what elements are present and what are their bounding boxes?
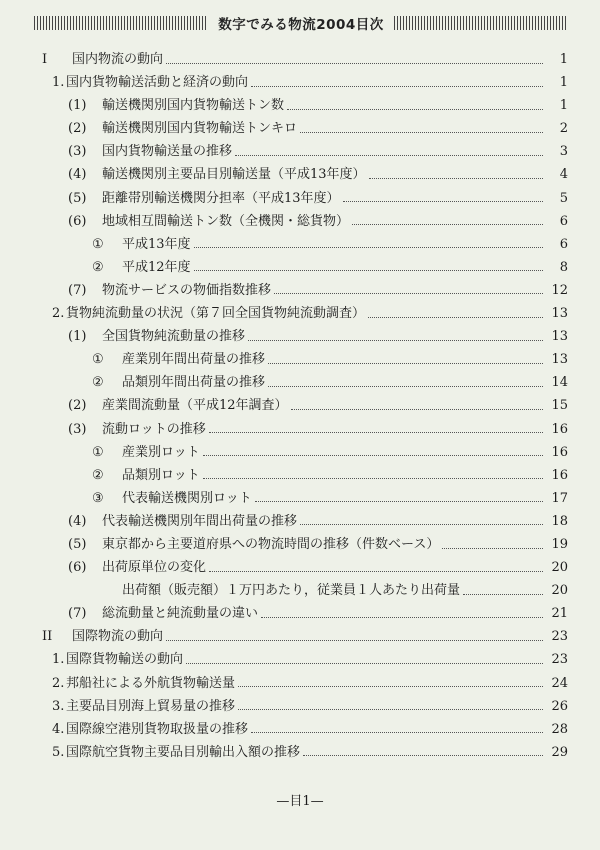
dot-leader [203, 477, 543, 479]
toc-entry-number: (7) [68, 606, 87, 622]
toc-entry-number: (5) [68, 536, 87, 552]
toc-header [34, 12, 568, 34]
toc-entry-number: (3) [68, 144, 87, 160]
dot-leader [251, 731, 543, 733]
toc-entry-number: (4) [68, 513, 87, 529]
toc-entry-title: 物流サービスの物価指数推移 [102, 282, 272, 298]
toc-entry-number: II [42, 629, 53, 645]
toc-entry-title: 全国貨物純流動量の推移 [102, 329, 246, 345]
toc-entry [34, 625, 568, 648]
toc-entry-number: ① [92, 352, 104, 368]
toc-entry-page: 5 [559, 190, 568, 206]
toc-entry-number: 5. [52, 744, 65, 760]
toc-entry-title: 産業別ロット [122, 444, 200, 460]
toc-entry-title: 地域相互間輸送トン数（全機関・総貨物） [102, 213, 350, 229]
dot-leader [442, 547, 543, 549]
toc-entry-number: (1) [68, 329, 87, 345]
toc-entry-page: 16 [551, 444, 568, 460]
toc-entry-number: (5) [68, 190, 87, 206]
toc-entry-page: 19 [551, 536, 568, 552]
toc-entry [34, 48, 568, 71]
toc-entry-title: 国際航空貨物主要品目別輸出入額の推移 [66, 744, 301, 760]
toc-entry-number: (4) [68, 167, 87, 183]
toc-entry-title: 流動ロットの推移 [102, 421, 206, 437]
dot-leader [303, 754, 543, 756]
toc-entry-number: 1. [52, 75, 65, 91]
dot-leader [194, 269, 543, 271]
toc-entry [34, 302, 568, 325]
toc-entry [34, 602, 568, 625]
dot-leader [209, 570, 543, 572]
toc-entry [34, 117, 568, 140]
toc-entry-page: 17 [551, 490, 568, 506]
dot-leader [166, 62, 543, 64]
toc-entry-number: (2) [68, 121, 87, 137]
toc-entry-page: 2 [559, 121, 568, 137]
toc-entry [34, 510, 568, 533]
toc-entry-page: 4 [559, 167, 568, 183]
toc-entry-title: 代表輸送機関別ロット [122, 490, 252, 506]
toc-entry-number: 3. [52, 698, 65, 714]
toc-entry-title: 産業間流動量（平成12年調査） [102, 398, 288, 414]
toc-entry-number: 2. [52, 306, 65, 322]
toc-entry-title: 邦船社による外航貨物輸送量 [66, 675, 236, 691]
dot-leader [255, 500, 543, 502]
toc-entry-page: 1 [559, 52, 568, 67]
toc-entry-page: 13 [551, 352, 568, 368]
dot-leader [261, 616, 543, 618]
toc-entry-number: (3) [68, 421, 87, 437]
dot-leader [300, 523, 543, 525]
dot-leader [368, 316, 543, 318]
dot-leader [463, 593, 543, 595]
toc-entry-page: 20 [551, 560, 568, 576]
toc-entry-number: (1) [68, 98, 87, 114]
dot-leader [238, 708, 543, 710]
toc-entry [34, 579, 568, 602]
toc-entry-number: 1. [52, 652, 65, 668]
toc-entry-page: 18 [551, 513, 568, 529]
toc-entry-title: 国際線空港別貨物取扱量の推移 [66, 721, 249, 737]
toc-entry [34, 279, 568, 302]
dot-leader [238, 685, 543, 687]
toc-entry [34, 233, 568, 256]
toc-entry-number: (2) [68, 398, 87, 414]
page-title: 数字でみる物流2004目次 [218, 17, 384, 33]
toc-entry [34, 418, 568, 441]
toc-entry-page: 1 [559, 75, 568, 91]
dot-leader [352, 223, 543, 225]
dot-leader [186, 662, 543, 664]
toc-entry-number: (6) [68, 213, 87, 229]
toc-entry-number: ② [92, 467, 104, 483]
dot-leader [251, 85, 543, 87]
toc-entry-page: 20 [551, 583, 568, 599]
toc-entry [34, 672, 568, 695]
dot-leader [166, 639, 543, 641]
toc-entry-title: 産業別年間出荷量の推移 [122, 352, 266, 368]
toc-entry-page: 23 [551, 652, 568, 668]
toc-entry-page: 6 [559, 236, 568, 252]
toc-entry [34, 695, 568, 718]
dot-leader [268, 362, 543, 364]
toc-entry-title: 東京都から主要道府県への物流時間の推移（件数ベース） [102, 536, 440, 552]
toc-entry-title: 出荷原単位の変化 [102, 560, 207, 576]
toc-entry [34, 648, 568, 671]
toc-entry [34, 94, 568, 117]
toc-entry-title: 国内貨物輸送活動と経済の動向 [66, 75, 249, 91]
toc-entry [34, 718, 568, 741]
toc-entry-number: 4. [52, 721, 65, 737]
toc-entry-page: 26 [551, 698, 568, 714]
toc-entry-number: (6) [68, 560, 87, 576]
toc-entry [34, 256, 568, 279]
page-number: —目1— [276, 794, 324, 809]
toc-entry-number: ① [92, 236, 104, 252]
toc-entry-title: 輸送機関別国内貨物輸送トンキロ [102, 121, 298, 137]
toc-entry [34, 464, 568, 487]
toc-entry-title: 貨物純流動量の状況（第７回全国貨物純流動調査） [66, 306, 366, 322]
toc-entry-page: 1 [559, 98, 568, 114]
toc-entry-page: 28 [551, 721, 568, 737]
toc-entry-page: 8 [559, 259, 568, 275]
toc-entry [34, 741, 568, 764]
toc-entry-number: I [42, 52, 48, 67]
toc-entry-page: 3 [559, 144, 568, 160]
toc-entry-title: 輸送機関別国内貨物輸送トン数 [102, 98, 285, 114]
toc-entry-page: 6 [559, 213, 568, 229]
toc-entry-title: 代表輸送機関別年間出荷量の推移 [102, 513, 298, 529]
toc-entry-page: 15 [551, 398, 568, 414]
toc-entry-page: 24 [551, 675, 568, 691]
toc-entry [34, 210, 568, 233]
toc-entry [34, 163, 568, 186]
toc-entry-number: 2. [52, 675, 65, 691]
toc-entry [34, 487, 568, 510]
toc-entry-page: 16 [551, 421, 568, 437]
toc-entry-title: 主要品目別海上貿易量の推移 [66, 698, 236, 714]
toc-entry-number: (7) [68, 282, 87, 298]
toc-entry-title: 距離帯別輸送機関分担率（平成13年度） [102, 190, 340, 206]
toc-entry [34, 325, 568, 348]
dot-leader [343, 200, 543, 202]
toc-entry [34, 187, 568, 210]
dot-leader [268, 385, 543, 387]
toc-entry [34, 394, 568, 417]
dot-leader [203, 454, 543, 456]
toc-entry [34, 441, 568, 464]
dot-leader [300, 131, 543, 133]
toc-entry-page: 12 [551, 282, 568, 298]
toc-entry-title: 品類別ロット [122, 467, 200, 483]
toc-entry [34, 556, 568, 579]
toc-entry-number: ③ [92, 490, 104, 506]
toc-entry [34, 140, 568, 163]
toc-entry-page: 23 [551, 629, 568, 645]
dot-leader [287, 108, 543, 110]
dot-leader [369, 177, 543, 179]
toc-entry-title: 国内貨物輸送量の推移 [102, 144, 233, 160]
toc-entry-title: 輸送機関別主要品目別輸送量（平成13年度） [102, 167, 366, 183]
dot-leader [235, 154, 543, 156]
toc-entry-title: 平成13年度 [122, 236, 191, 252]
toc-entry-page: 16 [551, 467, 568, 483]
toc-entry-number: ② [92, 375, 104, 391]
toc-entry-page: 13 [551, 306, 568, 322]
toc-entry-title: 平成12年度 [122, 259, 191, 275]
toc-entry-title: 総流動量と純流動量の違い [102, 606, 259, 622]
toc-entry-number: ① [92, 444, 104, 460]
toc-entry-title: 品類別年間出荷量の推移 [122, 375, 266, 391]
toc-entry-page: 14 [551, 375, 568, 391]
toc-entry-page: 13 [551, 329, 568, 345]
toc-entry-title: 国際物流の動向 [72, 629, 164, 645]
header-stripes-right [394, 16, 568, 30]
toc-entry [34, 71, 568, 94]
toc-entry [34, 371, 568, 394]
dot-leader [209, 431, 543, 433]
toc-entry-page: 21 [551, 606, 568, 622]
toc-entry-number: ② [92, 259, 104, 275]
toc-entry-title: 国内物流の動向 [72, 52, 164, 67]
toc-entry-title: 国際貨物輸送の動向 [66, 652, 184, 668]
toc-entry-title: 出荷額（販売額）１万円あたり，従業員１人あたり出荷量 [122, 583, 461, 599]
table-of-contents [34, 48, 568, 764]
toc-entry [34, 533, 568, 556]
dot-leader [274, 292, 543, 294]
dot-leader [194, 246, 543, 248]
toc-entry [34, 348, 568, 371]
dot-leader [291, 408, 543, 410]
toc-entry-page: 29 [551, 744, 568, 760]
header-stripes-left [34, 16, 208, 30]
dot-leader [248, 339, 543, 341]
